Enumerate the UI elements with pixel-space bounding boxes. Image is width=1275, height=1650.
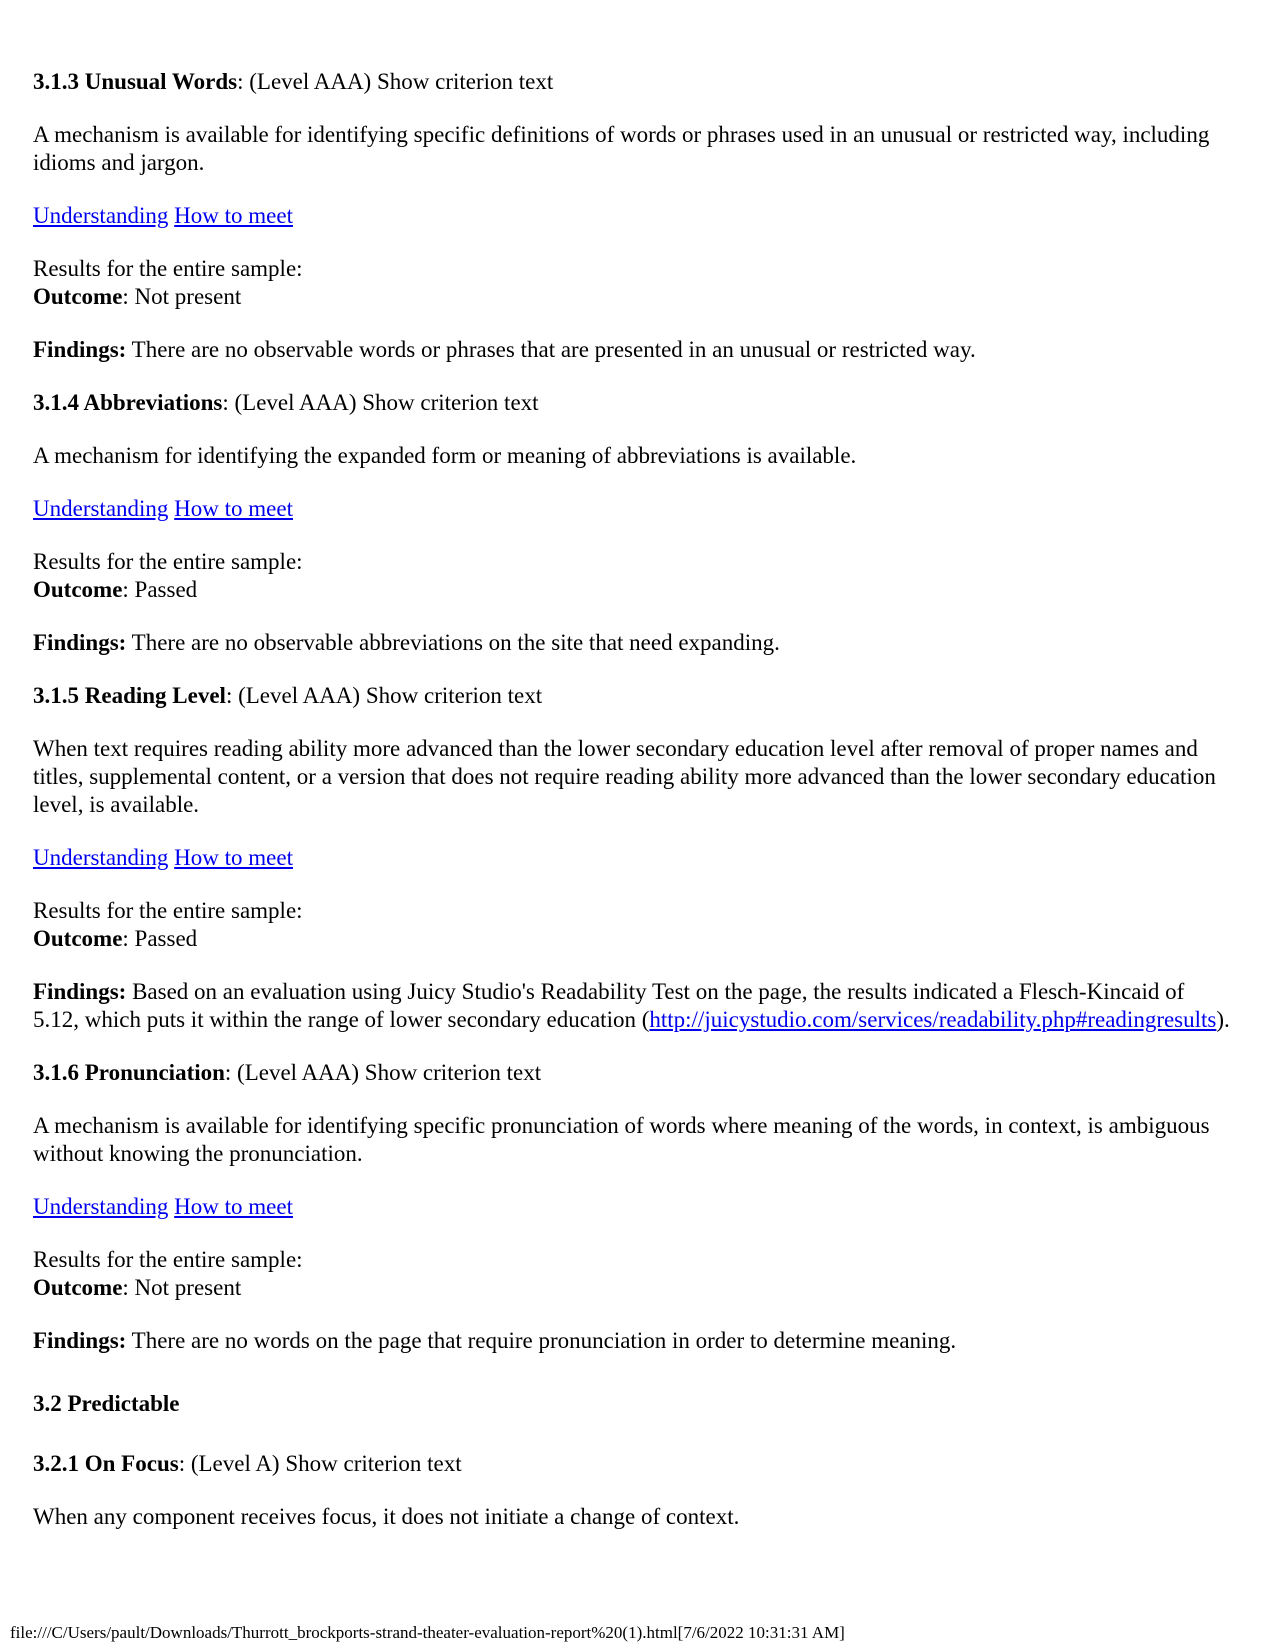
results-block <box>33 548 1233 604</box>
criterion-description: A mechanism for identifying the expanded form or meaning of abbreviations is available. <box>33 443 857 468</box>
understanding-link[interactable]: Understanding <box>33 845 169 870</box>
outcome-line: Outcome: Passed <box>33 577 198 602</box>
criterion-links <box>33 844 1233 872</box>
criterion-level: : (Level AAA) Show criterion text <box>237 69 554 94</box>
outcome-value: : Not present <box>122 284 242 309</box>
section-heading: 3.2 Predictable <box>33 1391 180 1416</box>
findings: Findings: Based on an evaluation using Juicy Studio's Readability Test on the page, the results indicated a Flesch-Kincaid of 5.12, which puts it within the range of lower secondary education (http://juicystudio.com/services/readability.php#readingresults). <box>33 979 1230 1032</box>
results-label: Results for the entire sample: <box>33 549 303 574</box>
criterion-description: When text requires reading ability more advanced than the lower secondary education level after removal of proper names and titles, supplemental content, or a version that does not require reading ability more advanced than the lower secondary education level, is available. <box>33 736 1216 817</box>
outcome-value: : Passed <box>122 926 198 951</box>
criterion-heading-3-1-6 <box>33 1059 1233 1087</box>
criterion-links <box>33 1193 1233 1221</box>
criterion-heading-3-1-5 <box>33 682 1233 710</box>
page-footer-url: file:///C/Users/pault/Downloads/Thurrott_brockports-strand-theater-evaluation-report%20(1).html[7/6/2022 10:31:31 AM] <box>10 1623 845 1642</box>
outcome-value: : Not present <box>122 1275 242 1300</box>
outcome-line: Outcome: Not present <box>33 1275 242 1300</box>
criterion-description: A mechanism is available for identifying specific definitions of words or phrases used in an unusual or restricted way, including idioms and jargon. <box>33 122 1210 175</box>
results-label: Results for the entire sample: <box>33 898 303 923</box>
criterion-level: : (Level A) Show criterion text <box>178 1451 462 1476</box>
criterion-level: : (Level AAA) Show criterion text <box>225 683 543 708</box>
findings: Findings: There are no words on the page that require pronunciation in order to determine meaning. <box>33 1328 957 1353</box>
criterion-links <box>33 495 1233 523</box>
criterion-level: : (Level AAA) Show criterion text <box>224 1060 542 1085</box>
criterion-heading-3-1-3 <box>33 68 1233 96</box>
outcome-line: Outcome: Passed <box>33 926 198 951</box>
results-block <box>33 255 1233 311</box>
criterion-title: 3.1.4 Abbreviations <box>33 390 223 415</box>
understanding-link[interactable]: Understanding <box>33 496 169 521</box>
findings: Findings: There are no observable abbreviations on the site that need expanding. <box>33 630 780 655</box>
findings: Findings: There are no observable words or phrases that are presented in an unusual or restricted way. <box>33 337 976 362</box>
how-to-meet-link[interactable]: How to meet <box>174 496 293 521</box>
how-to-meet-link[interactable]: How to meet <box>174 845 293 870</box>
results-label: Results for the entire sample: <box>33 256 303 281</box>
results-block <box>33 897 1233 953</box>
criterion-heading-3-1-4 <box>33 389 1233 417</box>
criterion-title: 3.1.5 Reading Level <box>33 683 226 708</box>
criterion-title: 3.1.3 Unusual Words <box>33 69 238 94</box>
criterion-description: A mechanism is available for identifying specific pronunciation of words where meaning of the words, in context, is ambiguous without knowing the pronunciation. <box>33 1113 1210 1166</box>
criterion-links <box>33 202 1233 230</box>
criterion-title: 3.2.1 On Focus <box>33 1451 179 1476</box>
criterion-heading-3-2-1 <box>33 1450 1233 1478</box>
readability-link[interactable]: http://juicystudio.com/services/readability.php#readingresults <box>649 1007 1217 1032</box>
criterion-title: 3.1.6 Pronunciation <box>33 1060 225 1085</box>
results-block <box>33 1246 1233 1302</box>
document-page <box>33 68 1233 1556</box>
how-to-meet-link[interactable]: How to meet <box>174 1194 293 1219</box>
results-label: Results for the entire sample: <box>33 1247 303 1272</box>
outcome-line: Outcome: Not present <box>33 284 242 309</box>
outcome-value: : Passed <box>122 577 198 602</box>
criterion-level: : (Level AAA) Show criterion text <box>222 390 539 415</box>
how-to-meet-link[interactable]: How to meet <box>174 203 293 228</box>
criterion-description: When any component receives focus, it does not initiate a change of context. <box>33 1504 740 1529</box>
understanding-link[interactable]: Understanding <box>33 1194 169 1219</box>
understanding-link[interactable]: Understanding <box>33 203 169 228</box>
